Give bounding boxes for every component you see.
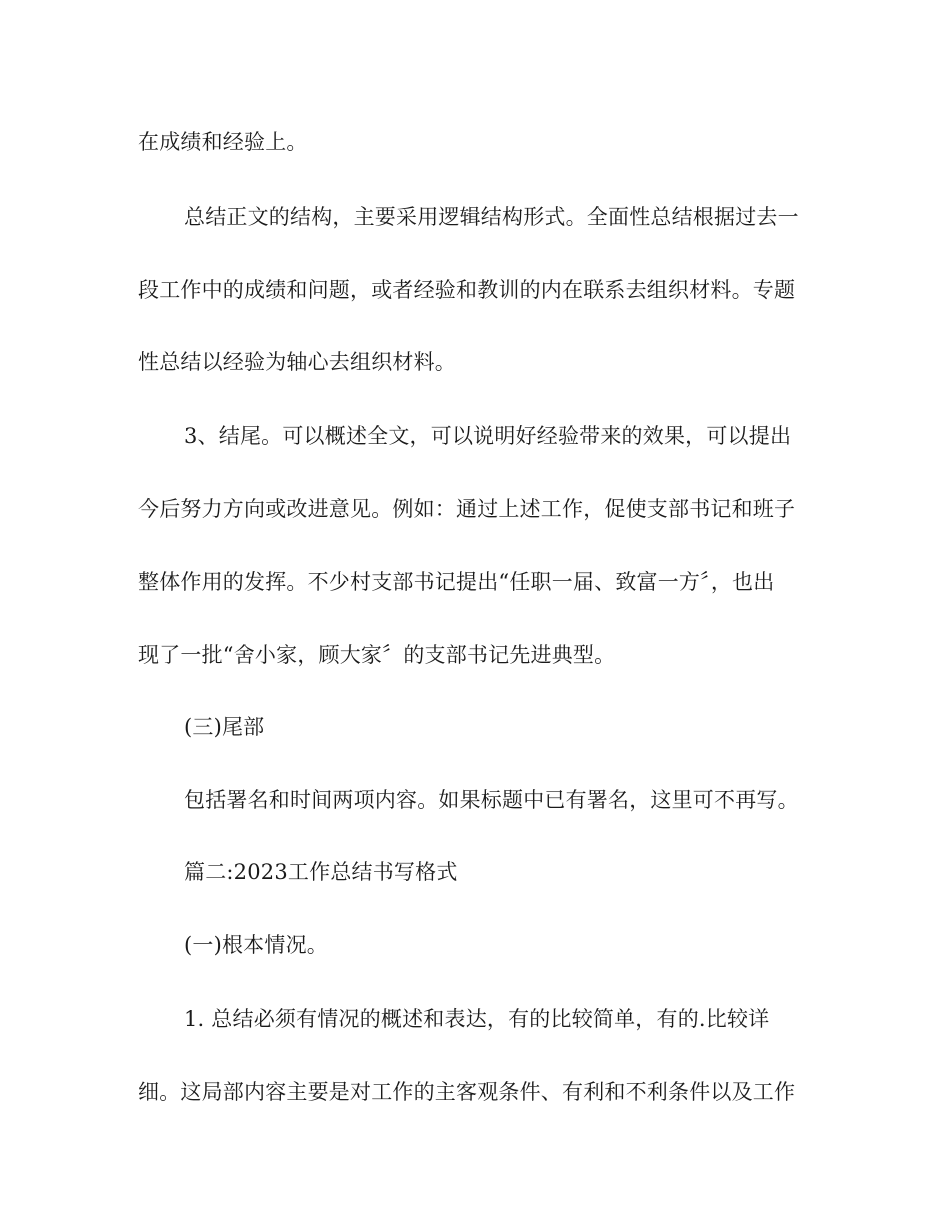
- paragraph-line: 现了一批“舍小家，顾大家〞的支部书记先进典型。: [138, 643, 616, 667]
- paragraph-line: 整体作用的发挥。不少村支部书记提出“任职一届、致富一方〞，也出: [138, 570, 775, 594]
- paragraph-line: 今后努力方向或改进意见。例如：通过上述工作，促使支部书记和班子: [138, 497, 796, 521]
- paragraph-line: 在成绩和经验上。: [138, 130, 308, 154]
- paragraph-line: 1. 总结必须有情况的概述和表达，有的比较简单，有的.比较详: [184, 1007, 770, 1031]
- paragraph-line: 总结正文的结构，主要采用逻辑结构形式。全面性总结根据过去一: [184, 205, 799, 229]
- article-heading: 篇二:2023工作总结书写格式: [184, 860, 458, 884]
- paragraph-line: 3、结尾。可以概述全文，可以说明好经验带来的效果，可以提出: [184, 424, 792, 448]
- paragraph-line: 性总结以经验为轴心去组织材料。: [138, 350, 456, 374]
- paragraph-line: 细。这局部内容主要是对工作的主客观条件、有利和不利条件以及工作: [138, 1080, 796, 1104]
- section-heading: (一)根本情况。: [184, 933, 328, 957]
- paragraph-line: 段工作中的成绩和问题，或者经验和教训的内在联系去组织材料。专题: [138, 278, 796, 302]
- section-heading: (三)尾部: [184, 715, 265, 739]
- paragraph-line: 包括署名和时间两项内容。如果标题中已有署名，这里可不再写。: [184, 788, 799, 812]
